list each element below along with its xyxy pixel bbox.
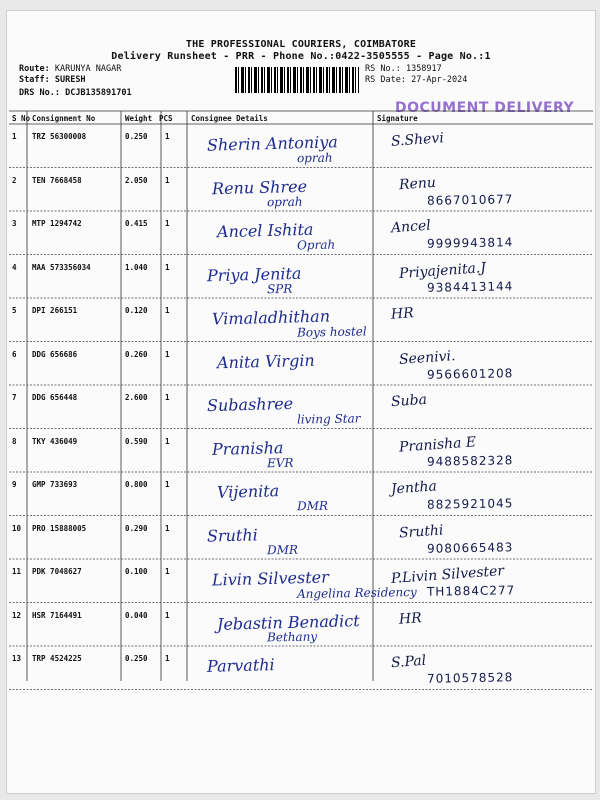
consignee-place: oprah	[266, 194, 303, 209]
phone-number: 9080665483	[426, 539, 514, 556]
row-pcs: 1	[165, 523, 170, 533]
route-value: KARUNYA NAGAR	[54, 64, 122, 74]
row-weight: 0.260	[125, 349, 148, 359]
row-weight: 0.250	[125, 654, 148, 663]
row-weight: 0.290	[125, 523, 148, 533]
column-header-signature: Signature	[377, 114, 418, 123]
row-consignment-no: HSR 7164491	[32, 610, 82, 620]
row-weight: 0.100	[125, 567, 148, 576]
consignee-name: Livin Silvester	[211, 567, 329, 590]
row-consignment-no: TKY 436049	[32, 436, 78, 446]
drs-label: DRS No.:	[19, 88, 60, 98]
phone-number: TH1884C277	[426, 583, 516, 599]
signature: Seenivi.	[398, 347, 456, 368]
row-weight: 0.415	[125, 219, 148, 228]
row-consignment-no: GMP 733693	[32, 480, 78, 489]
signature: Priyajenita.J	[398, 259, 487, 282]
row-sno: 9	[12, 480, 17, 489]
row-pcs: 1	[165, 262, 170, 272]
consignee-name: Sruthi	[206, 524, 259, 546]
rs-date-value: 27-Apr-2024	[411, 75, 468, 85]
signature: S.Pal	[390, 652, 427, 672]
row-consignment-no: DPI 266151	[32, 306, 78, 315]
drs-line	[19, 88, 132, 98]
staff-label: Staff:	[19, 75, 50, 85]
row-consignment-no: MAA 573356034	[32, 262, 91, 272]
row-pcs: 1	[165, 480, 170, 489]
signature: S.Shevi	[390, 130, 445, 150]
phone-number: 9488582328	[426, 452, 514, 469]
staff-value: SURESH	[54, 75, 86, 85]
document-delivery-stamp: DOCUMENT DELIVERY	[395, 100, 575, 116]
row-sno: 3	[12, 219, 17, 228]
phone-number: 9999943814	[426, 235, 514, 251]
row-consignment-no: TRP 4524225	[32, 654, 82, 663]
column-header-weight: Weight	[125, 114, 153, 123]
column-header-consignee: Consignee Details	[191, 114, 268, 123]
consignee-place: SPR	[266, 281, 293, 296]
row-sno: 2	[12, 175, 17, 185]
consignee-place: oprah	[296, 150, 333, 166]
consignee-name: Jebastin Benadict	[216, 610, 360, 634]
row-consignment-no: TRZ 56300008	[32, 132, 87, 141]
signature: HR	[390, 305, 415, 323]
row-weight: 0.040	[125, 610, 148, 620]
rs-date-label: RS Date:	[365, 75, 406, 85]
consignee-place: Angelina Residency	[296, 584, 417, 602]
row-sno: 11	[12, 567, 22, 576]
consignee-place: living Star	[296, 411, 361, 427]
company-title: THE PROFESSIONAL COURIERS, COIMBATORE	[185, 39, 417, 50]
row-pcs: 1	[165, 567, 170, 576]
consignee-name: Vijenita	[216, 481, 280, 502]
row-weight: 2.050	[125, 175, 148, 185]
signature: P.Livin Silvester	[390, 563, 505, 587]
drs-value: DCJB135891701	[65, 88, 132, 98]
consignee-place: DMR	[266, 542, 299, 557]
rs-no-label: RS No.:	[365, 64, 401, 74]
rs-date-line	[365, 75, 467, 85]
row-consignment-no: PDK 7048627	[32, 567, 82, 576]
row-sno: 1	[12, 132, 17, 141]
row-pcs: 1	[165, 219, 170, 228]
consignee-place: Oprah	[296, 237, 336, 253]
column-header-pcs: PCS	[159, 114, 173, 123]
row-consignment-no: DDG 656448	[32, 393, 78, 402]
staff-line	[19, 75, 86, 85]
consignee-name: Subashree	[206, 393, 294, 416]
row-sno: 8	[12, 436, 17, 446]
signature: Suba	[390, 391, 428, 411]
signature: Sruthi	[398, 521, 444, 542]
row-weight: 0.250	[125, 132, 148, 141]
row-consignment-no: TEN 7668458	[32, 175, 82, 185]
consignee-name: Renu Shree	[211, 176, 308, 198]
row-weight: 2.600	[125, 393, 148, 402]
row-pcs: 1	[165, 393, 170, 402]
phone-number: 9384413144	[426, 278, 514, 295]
row-consignment-no: PRO 15888005	[32, 523, 87, 533]
row-pcs: 1	[165, 349, 170, 359]
signature: Renu	[398, 174, 437, 193]
rs-no-line	[365, 64, 442, 74]
row-pcs: 1	[165, 132, 170, 141]
row-pcs: 1	[165, 175, 170, 185]
row-weight: 0.120	[125, 306, 148, 315]
signature: Ancel	[390, 217, 432, 237]
phone-number: 7010578528	[426, 670, 514, 686]
consignee-name: Priya Jenita	[206, 263, 302, 285]
signature: Jentha	[390, 478, 438, 498]
runsheet-page	[6, 10, 596, 794]
consignee-name: Ancel Ishita	[216, 219, 314, 242]
row-weight: 1.040	[125, 262, 148, 272]
row-sno: 12	[12, 610, 22, 620]
row-sno: 7	[12, 393, 17, 402]
row-pcs: 1	[165, 610, 170, 620]
phone-number: 8825921045	[426, 496, 514, 512]
phone-number: 8667010677	[426, 191, 514, 208]
route-line	[19, 64, 121, 74]
phone-number: 9566601208	[426, 365, 514, 382]
row-weight: 0.590	[125, 436, 148, 446]
row-sno: 13	[12, 654, 22, 663]
rs-no-value: 1358917	[405, 64, 442, 74]
consignee-place: Boys hostel	[296, 324, 367, 340]
row-sno: 5	[12, 306, 17, 315]
consignee-name: Vimaladhithan	[211, 306, 331, 329]
signature: Pranisha E	[398, 433, 477, 456]
consignee-place: EVR	[266, 455, 294, 470]
consignee-name: Sherin Antoniya	[206, 132, 339, 155]
consignee-place: Bethany	[266, 629, 318, 644]
row-sno: 10	[12, 523, 22, 533]
route-label: Route:	[19, 64, 50, 74]
row-pcs: 1	[165, 306, 170, 315]
consignee-name: Anita Virgin	[216, 350, 315, 372]
row-pcs: 1	[165, 436, 170, 446]
column-header-consignment: Consignment No	[32, 114, 96, 123]
runsheet-subtitle: Delivery Runsheet - PRR - Phone No.:0422-3505555 - Page No.:1	[111, 51, 491, 62]
row-pcs: 1	[165, 654, 170, 663]
signature: HR	[398, 609, 423, 628]
row-consignment-no: MTP 1294742	[32, 219, 82, 228]
barcode	[235, 67, 359, 93]
consignee-name: Pranisha	[211, 437, 284, 459]
consignee-place: DMR	[296, 498, 329, 514]
consignee-name: Parvathi	[206, 655, 275, 676]
row-consignment-no: DDG 656686	[32, 349, 78, 359]
row-sno: 4	[12, 262, 17, 272]
column-header-sno: S No	[12, 114, 31, 123]
row-sno: 6	[12, 349, 17, 359]
row-weight: 0.800	[125, 480, 148, 489]
